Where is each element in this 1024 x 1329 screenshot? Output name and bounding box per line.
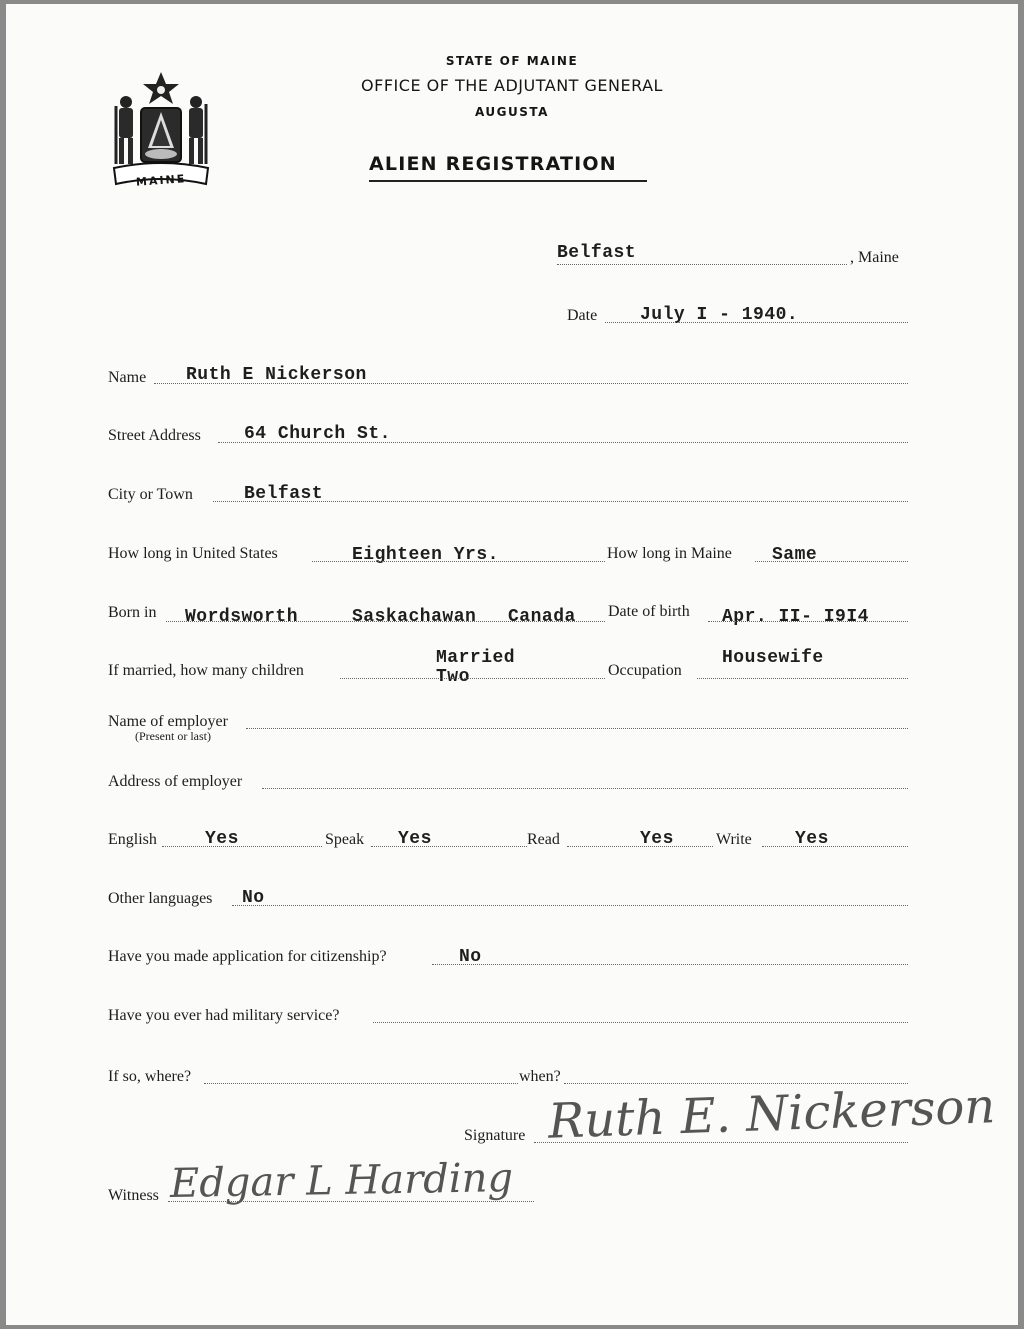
speak-line — [371, 846, 527, 847]
born-province: Saskachawan — [352, 607, 477, 627]
us-line — [312, 561, 605, 562]
date-line — [605, 322, 908, 323]
citizenship-value: No — [459, 947, 482, 967]
occupation-value: Housewife — [722, 648, 824, 668]
read-label: Read — [527, 831, 560, 848]
header-office: OFFICE OF THE ADJUTANT GENERAL — [361, 76, 663, 95]
children-label: If married, how many children — [108, 662, 304, 679]
street-label: Street Address — [108, 427, 201, 444]
born-label: Born in — [108, 604, 157, 621]
speak-value: Yes — [398, 829, 432, 849]
form-title: ALIEN REGISTRATION — [369, 153, 617, 175]
header-city: AUGUSTA — [475, 105, 549, 119]
street-line — [218, 442, 908, 443]
maine-line — [755, 561, 908, 562]
write-value: Yes — [795, 829, 829, 849]
military-line — [373, 1022, 908, 1023]
dob-value: Apr. II- I9I4 — [722, 607, 869, 627]
witness-value: Edgar L Harding — [169, 1155, 514, 1207]
languages-value: No — [242, 888, 265, 908]
english-line — [162, 846, 322, 847]
seal-motto: MAINE — [135, 172, 187, 189]
title-underline — [369, 180, 647, 182]
name-line — [154, 383, 908, 384]
employer-label: Name of employer — [108, 713, 228, 730]
citizenship-line — [432, 964, 908, 965]
employer-address-line — [262, 788, 908, 789]
name-label: Name — [108, 369, 147, 386]
write-label: Write — [716, 831, 752, 848]
languages-label: Other languages — [108, 890, 213, 907]
maine-value: Same — [772, 545, 818, 565]
where-label: If so, where? — [108, 1068, 192, 1085]
born-country: Canada — [508, 607, 576, 627]
married-status: Married — [436, 648, 516, 668]
english-label: English — [108, 831, 157, 848]
maine-label: How long in Maine — [607, 545, 732, 562]
city-value: Belfast — [244, 484, 324, 504]
street-value: 64 Church St. — [244, 424, 391, 444]
us-value: Eighteen Yrs. — [352, 545, 499, 565]
write-line — [762, 846, 908, 847]
read-line — [567, 846, 713, 847]
languages-line — [232, 905, 908, 906]
when-label: when? — [519, 1068, 561, 1085]
place-suffix: , Maine — [850, 249, 899, 266]
military-label: Have you ever had military service? — [108, 1007, 340, 1024]
employer-line — [246, 728, 908, 729]
signature-value: Ruth E. Nickerson — [547, 1078, 997, 1150]
born-line — [166, 621, 605, 622]
citizenship-label: Have you made application for citizenship? — [108, 948, 387, 965]
witness-label: Witness — [108, 1187, 159, 1204]
place-line — [557, 264, 847, 265]
header-state: STATE OF MAINE — [445, 54, 579, 68]
date-value: July I - 1940. — [640, 305, 799, 325]
city-line — [213, 501, 908, 502]
dob-line — [708, 621, 908, 622]
where-line — [204, 1083, 518, 1084]
employer-address-label: Address of employer — [108, 773, 243, 790]
children-value: Two — [436, 667, 470, 687]
place-value: Belfast — [557, 243, 637, 263]
us-label: How long in United States — [108, 545, 278, 562]
dob-label: Date of birth — [608, 603, 690, 620]
read-value: Yes — [640, 829, 674, 849]
city-label: City or Town — [108, 486, 193, 503]
speak-label: Speak — [325, 831, 365, 848]
employer-sublabel: (Present or last) — [135, 729, 211, 743]
signature-label: Signature — [464, 1127, 526, 1144]
occupation-label: Occupation — [608, 662, 682, 679]
date-label: Date — [567, 307, 598, 324]
born-city: Wordsworth — [185, 607, 299, 627]
english-value: Yes — [205, 829, 239, 849]
children-line — [340, 678, 605, 679]
name-value: Ruth E Nickerson — [186, 365, 367, 385]
occupation-line — [697, 678, 908, 679]
